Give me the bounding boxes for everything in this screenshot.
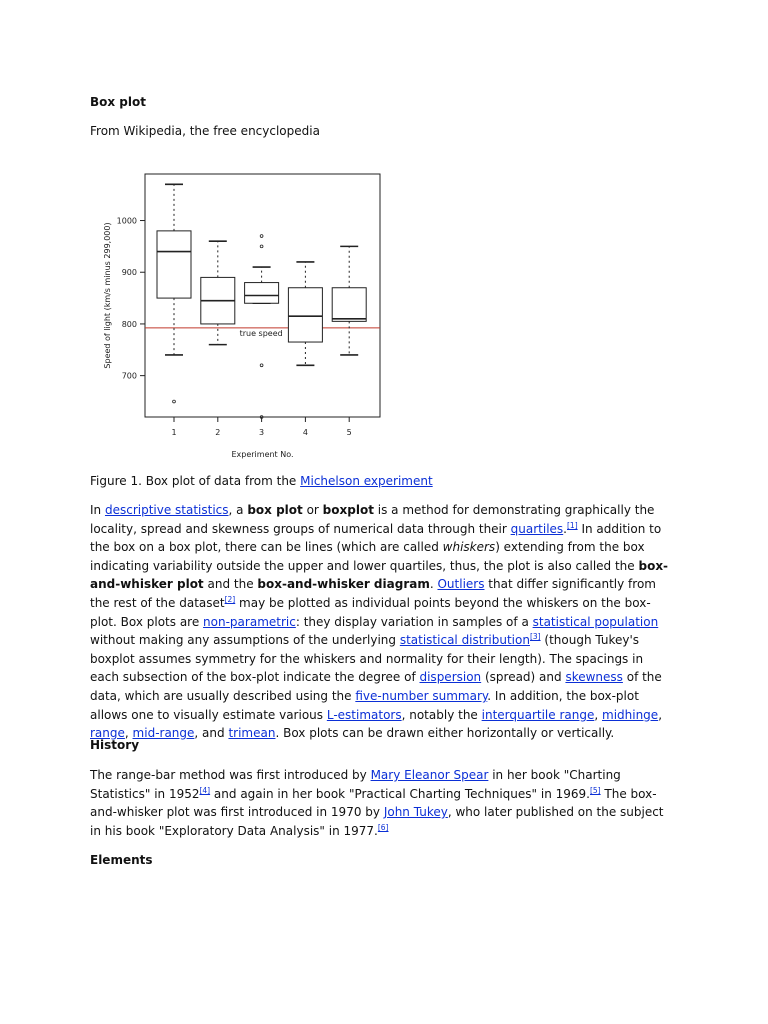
page-subtitle: From Wikipedia, the free encyclopedia	[90, 124, 320, 138]
link-skewness[interactable]: skewness	[565, 670, 623, 685]
x-tick-label: 2	[215, 428, 221, 437]
link-statistical-distribution[interactable]: statistical distribution	[399, 633, 530, 648]
text: , a	[228, 503, 248, 517]
text: that differ significantly from the rest of the dataset	[90, 577, 656, 610]
text: . Box plots can be drawn either horizontally or vertically.	[275, 726, 615, 741]
text: ,	[594, 707, 602, 722]
history-paragraph	[90, 766, 670, 840]
text: in her book "Charting Statistics" in 1952	[90, 768, 621, 801]
text: may be plotted as individual points beyond the whiskers on the box-plot. Box plots are	[90, 595, 651, 629]
boxplot-chart	[90, 160, 400, 465]
text: and again in her book "Practical Charting Techniques" in 1969.	[210, 786, 590, 801]
text: .	[563, 521, 567, 536]
text: ,	[124, 726, 133, 741]
link-range[interactable]: range	[90, 726, 125, 741]
link-five-number-summary[interactable]: five-number summary	[355, 688, 488, 703]
text: . In addition, the box-plot allows one to visually estimate various	[90, 688, 639, 722]
outlier-point	[260, 245, 263, 248]
y-tick-label: 1000	[116, 216, 137, 226]
link-john-tukey[interactable]: John Tukey	[383, 805, 448, 820]
link-l-estimators[interactable]: L-estimators	[326, 707, 402, 722]
link-interquartile-range[interactable]: interquartile range	[481, 707, 595, 722]
section-heading-elements: Elements	[90, 853, 153, 867]
ref-6[interactable]: [6]	[377, 822, 389, 832]
text: or	[302, 503, 323, 517]
outlier-point	[260, 235, 263, 238]
figure-caption	[90, 474, 433, 488]
text: : they display variation in samples of a	[295, 614, 533, 629]
ref-3[interactable]: [3]	[529, 632, 541, 642]
y-axis-label: Speed of light (km/s minus 299,000)	[103, 222, 112, 369]
link-mid-range[interactable]: mid-range	[132, 726, 195, 741]
text: and the	[203, 577, 258, 592]
link-descriptive-statistics[interactable]: descriptive statistics	[104, 503, 229, 517]
text: The box-and-whisker plot was first introduced in 1970 by	[90, 786, 657, 820]
text: In	[90, 503, 105, 517]
x-tick-label: 3	[259, 428, 265, 437]
figure-boxplot	[90, 160, 400, 465]
link-midhinge[interactable]: midhinge	[602, 707, 659, 722]
x-axis-label: Experiment No.	[231, 450, 294, 459]
page-title: Box plot	[90, 95, 146, 109]
text: of the data, which are usually described using the	[90, 670, 662, 703]
y-tick-label: 800	[121, 319, 137, 329]
box	[157, 231, 191, 298]
reference-line-label: true speed	[239, 328, 283, 338]
y-tick-label: 700	[121, 371, 137, 381]
box	[245, 283, 279, 304]
link-mary-eleanor-spear[interactable]: Mary Eleanor Spear	[370, 768, 489, 782]
ref-2[interactable]: [2]	[224, 594, 236, 604]
link-non-parametric[interactable]: non-parametric	[203, 614, 296, 629]
x-tick-label: 1	[171, 428, 177, 437]
ref-5[interactable]: [5]	[589, 785, 601, 795]
italic-term: whiskers	[442, 540, 496, 555]
bold-term: boxplot	[322, 503, 374, 517]
text: (spread) and	[481, 670, 566, 685]
text: , notably the	[401, 707, 482, 722]
link-outliers[interactable]: Outliers	[437, 577, 485, 592]
bold-term: box plot	[247, 503, 303, 517]
link-quartiles[interactable]: quartiles	[510, 521, 564, 536]
caption-text: Figure 1. Box plot of data from the	[90, 474, 301, 488]
text: is a method for demonstrating graphically the locality, spread and skewness groups of numerical data through their	[90, 503, 655, 536]
text: without making any assumptions of the underlying	[90, 633, 400, 648]
text: , who later published on the subject in his book "Exploratory Data Analysis" in 1977.	[90, 805, 664, 838]
text: ) extending from the box indicating variability outside the upper and lower quartiles, thus, the plot is also called the	[90, 540, 645, 573]
link-statistical-population[interactable]: statistical population	[532, 614, 659, 629]
text: The range-bar method was first introduced by	[90, 768, 371, 782]
link-dispersion[interactable]: dispersion	[419, 670, 482, 685]
intro-paragraph	[90, 501, 670, 743]
ref-1[interactable]: [1]	[567, 520, 578, 530]
text: ,	[658, 707, 663, 722]
text: .	[429, 577, 438, 592]
text: , and	[194, 726, 229, 741]
outlier-point	[173, 400, 176, 403]
box	[332, 288, 366, 322]
ref-4[interactable]: [4]	[199, 785, 211, 795]
text: In addition to the box on a box plot, there can be lines (which are called	[90, 521, 662, 555]
x-tick-label: 5	[346, 428, 352, 437]
link-trimean[interactable]: trimean	[228, 726, 276, 741]
box	[288, 288, 322, 342]
link-michelson-experiment[interactable]: Michelson experiment	[300, 474, 433, 488]
outlier-point	[260, 364, 263, 367]
text: (though Tukey's boxplot assumes symmetry for the whiskers and normality for their length). The spacings in each subsection of the box-plot indicate the degree of	[90, 633, 644, 685]
section-heading-history: History	[90, 738, 140, 752]
x-tick-label: 4	[302, 428, 308, 437]
y-tick-label: 900	[121, 268, 137, 278]
bold-term: box-and-whisker plot	[90, 558, 669, 592]
bold-term: box-and-whisker diagram	[257, 577, 430, 592]
